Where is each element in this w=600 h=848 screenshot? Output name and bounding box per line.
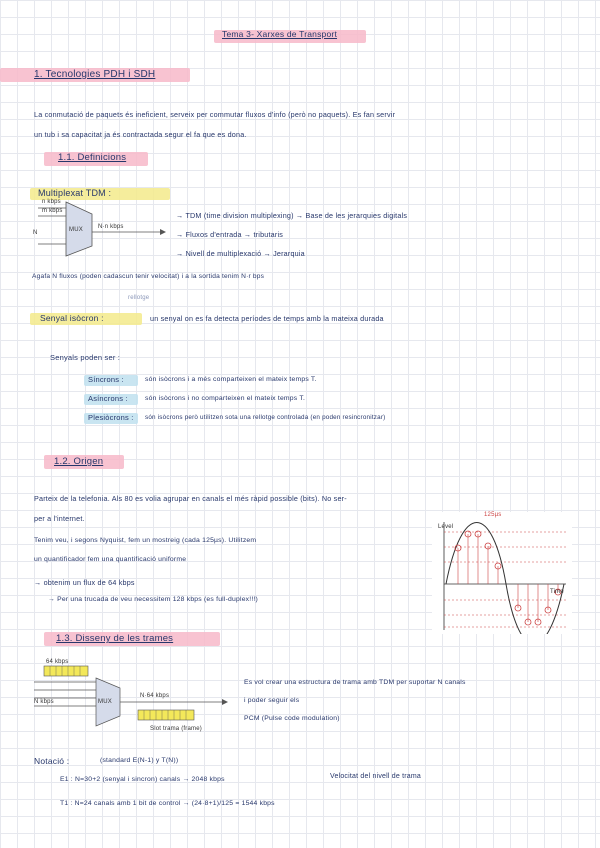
section-1-heading: 1. Tecnologies PDH i SDH: [34, 69, 156, 80]
notation-label: Notació :: [34, 756, 70, 766]
origin-p6: → Per una trucada de veu necessitem 128 kbps (es full-duplex!!!): [48, 596, 259, 603]
type3-desc: són isòcrons però utilitzen sota una rellotge controlada (en poden resincronitzar): [145, 414, 386, 421]
origin-p2: per a l'internet.: [34, 514, 85, 523]
section-1-intro-line1: La conmutació de paquets és ineficient, serveix per commutar fluxos d'info (però no paquets). Es fan servir: [34, 110, 396, 119]
mux-in1-label: n kbps: [42, 199, 61, 205]
mux-box-label: MUX: [69, 227, 83, 233]
mux-heading: Multiplexat TDM :: [38, 188, 112, 198]
section-1-1-heading: 1.1. Definicions: [58, 152, 127, 163]
annotation-rellotge: rellotge: [128, 295, 150, 301]
origin-p5: → obtenim un flux de 64 kbps: [34, 578, 135, 587]
mux-in2-label: m kbps: [42, 208, 63, 214]
mux-out-label: N·n kbps: [98, 224, 124, 230]
notation-value: (standard E(N-1) y T(N)): [100, 757, 179, 764]
frame-mux-label: MUX: [98, 699, 112, 705]
frame-right-1: Es vol crear una estructura de trama amb TDM per suportar N canals: [244, 679, 466, 686]
e1-note: Velocitat del nivell de trama: [330, 773, 422, 780]
chart-top-label: 125µs: [484, 512, 502, 518]
signal-definition: un senyal on es fa detecta períodes de temps amb la mateixa durada: [150, 314, 384, 323]
type1-desc: són isòcrons i a més comparteixen el mateix temps T.: [145, 376, 317, 383]
frame-in-label: N kbps: [34, 699, 54, 705]
mux-note: Agafa N fluxos (poden cadascun tenir velocitat) i a la sortida tenim N·r bps: [32, 273, 265, 280]
frame-right-3: PCM (Pulse code modulation): [244, 715, 340, 722]
origin-p1: Parteix de la telefonia. Als 80 es volia agrupar en canals el més ràpid possible (bits). No ser-: [34, 494, 347, 503]
page-title: Tema 3- Xarxes de Transport: [222, 29, 338, 39]
origin-p4: un quantificador fem una quantificació uniforme: [34, 556, 187, 563]
frame-out-label: N·64 kbps: [140, 693, 170, 699]
chart-y-label: Level: [438, 524, 454, 530]
frame-top-label: 64 kbps: [46, 659, 69, 665]
type2-desc: són isòcrons i no comparteixen el mateix temps T.: [145, 395, 306, 402]
section-1-2-heading: 1.2. Origen: [54, 456, 104, 467]
mux-n-label: N: [33, 230, 38, 236]
type1-label: Síncrons :: [88, 375, 124, 384]
frame-right-2: i poder seguir els: [244, 697, 300, 704]
section-1-3-heading: 1.3. Disseny de les trames: [56, 633, 174, 644]
t1-line: T1 : N=24 canals amb 1 bit de control → (24·8+1)/125 = 1544 kbps: [60, 800, 275, 807]
sampling-chart: [432, 512, 572, 634]
type3-label: Plesiòcrons :: [88, 413, 134, 422]
tdm-bullet-1: → TDM (time division multiplexing) → Base de les jerarquies digitals: [176, 211, 408, 220]
origin-p3: Tenim veu, i segons Nyquist, fem un mostreig (cada 125µs). Utilitzem: [34, 537, 257, 544]
types-heading: Senyals poden ser :: [50, 353, 121, 362]
section-1-intro-line2: un tub i sa capacitat ja és contractada segur el fa que es dona.: [34, 130, 247, 139]
chart-x-label: Time: [550, 589, 564, 595]
e1-line: E1 : N=30+2 (senyal i sincron) canals → 2048 kbps: [60, 776, 225, 783]
type2-label: Asíncrons :: [88, 394, 128, 403]
signal-label: Senyal isòcron :: [40, 313, 104, 323]
frame-caption: Slot trama (frame): [150, 726, 202, 732]
tdm-bullet-2: → Fluxos d'entrada → tributaris: [176, 230, 284, 239]
tdm-bullet-3: → Nivell de multiplexació → Jerarquia: [176, 249, 305, 258]
